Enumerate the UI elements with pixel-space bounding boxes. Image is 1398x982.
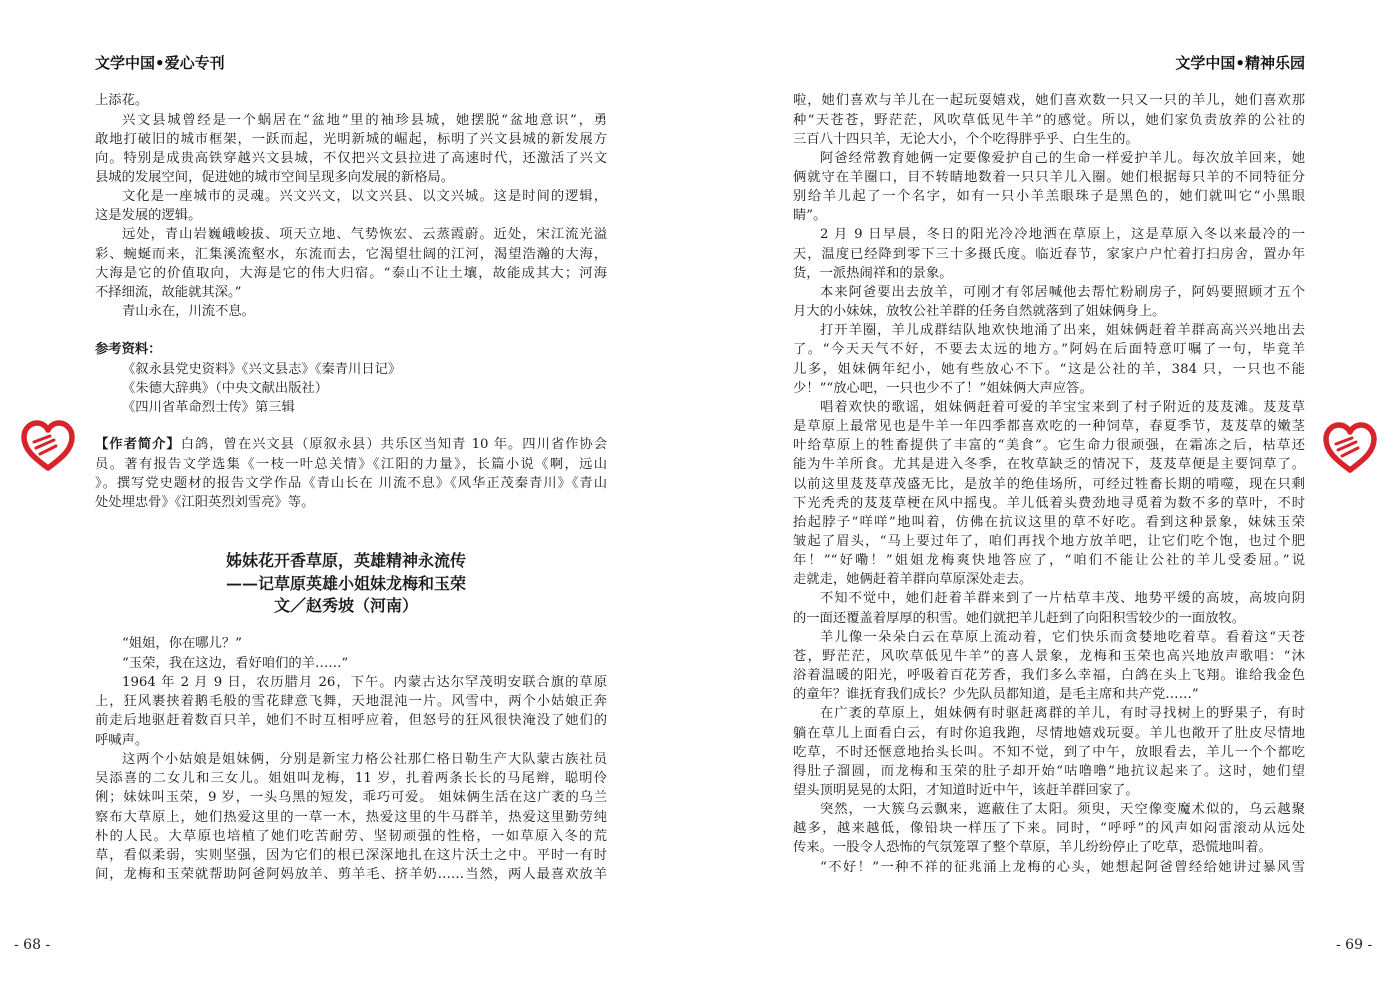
text-line: 上添花。 xyxy=(95,93,149,109)
text-line: 的一面还覆盖着厚厚的积雪。她们就把羊儿赶到了向阳积雪较少的一面放牧。 xyxy=(793,610,1246,626)
reference-item: 《朱德大辞典》（中央文献出版社） xyxy=(122,380,329,396)
text-line: 敢地打破旧的城市框架，一跃而起，光明新城的崛起，标明了兴文县城的新发展方 xyxy=(95,131,607,147)
text-line: 儿多，姐妹俩年纪小，她有些放心不下。“这是公社的羊，384 只，一只也不能 xyxy=(793,361,1305,377)
text-line: 处处埋忠骨》《江阳英烈刘雪亮》等。 xyxy=(95,494,315,510)
text-line: 远处，青山岩巍峨峻拔、项天立地、气势恢宏、云蒸霞蔚。近处，宋江流光溢 xyxy=(122,227,607,243)
text-line: 彩、蜿蜒而来，汇集溪流壑水，东流而去，它渴望壮阔的江河，渴望浩瀚的大海， xyxy=(95,246,607,262)
text-line: 这是发展的逻辑。 xyxy=(95,208,202,224)
text-line: 的童年？谁抚育我们成长？少先队员都知道，是毛主席和共产党……” xyxy=(793,687,1199,703)
text-line: 2 月 9 日早晨，冬日的阳光冷冷地洒在草原上，这是草原入冬以来最冷的一 xyxy=(820,227,1305,243)
text-line: 年！”“好嘞！”姐姐龙梅爽快地答应了，“咱们不能让公社的羊儿受委屈。”说 xyxy=(793,553,1305,569)
paragraph xyxy=(793,800,1305,857)
text-line: 唱着欢快的歌谣，姐妹俩赶着可爱的羊宝宝来到了村子附近的芨芨滩。芨芨草 xyxy=(820,399,1305,415)
text-line: 县城的发展空间，促进她的城市空间呈现多向发展的新格局。 xyxy=(95,170,455,186)
paragraph xyxy=(95,750,607,885)
article-body xyxy=(95,634,607,884)
text-line: 草，看似柔弱，实则坚强，因为它们的根已深深地扎在这片沃土之中。平时一有时 xyxy=(95,848,607,864)
paragraph xyxy=(793,225,1305,282)
paragraph xyxy=(95,225,607,302)
text-line: 呼喊声。 xyxy=(95,732,149,748)
paragraph xyxy=(793,858,1305,877)
text-line: 吃草，不时还惬意地抬头长叫。不知不觉，到了中午，放眼看去，羊儿一个个都吃 xyxy=(793,744,1305,760)
text-line: 1964 年 2 月 9 日，农历腊月 26，下午。内蒙古达尔罕茂明安联合旗的草原 xyxy=(122,674,607,690)
text-line: 不择细流，故能就其深。” xyxy=(95,284,242,300)
text-line: 得肚子溜圆，而龙梅和玉荣的肚子却开始“咕噜噜”地抗议起来了。这时，她们望 xyxy=(793,763,1305,779)
continued-text xyxy=(95,91,607,321)
text-line: 俐；妹妹叫玉荣，9 岁，一头乌黑的短发，乖巧可爱。 姐妹俩生活在这广袤的乌兰 xyxy=(95,790,607,806)
text-line: “姐姐，你在哪儿？” xyxy=(122,636,242,652)
text-line: 种“天苍苍，野茫茫，风吹草低见牛羊”的感觉。所以，她们家负责放养的公社的 xyxy=(793,112,1305,128)
text-line: 》。撰写党史题材的报告文学作品《青山长在 川流不息》《风华正茂秦青川》《青山 xyxy=(95,475,607,491)
text-line: 突然，一大簇乌云飘来，遮蔽住了太阳。须臾，天空像变魔术似的，乌云越聚 xyxy=(820,802,1305,818)
text-line: 察布大草原上，她们热爱这里的一草一木，热爱这里的牛马群羊，热爱这里勤劳纯 xyxy=(95,809,607,825)
text-line: 走就走，她俩赶着羊群向草原深处走去。 xyxy=(793,572,1033,588)
author-bio-label: 【作者简介】 xyxy=(95,437,181,453)
text-line: “不好！”一种不祥的征兆涌上龙梅的心头，她想起阿爸曾经给她讲过暴风雪 xyxy=(820,859,1305,875)
text-line: 以前这里芨芨草茂盛无比，是放羊的绝佳场所，可经过牲畜长期的啃噬，现在只剩 xyxy=(793,476,1305,492)
text-line: 传来。一股令人恐怖的气氛笼罩了整个草原，羊儿纷纷停止了吃草，恐慌地叫着。 xyxy=(793,840,1272,856)
paragraph xyxy=(793,283,1305,321)
heart-hand-icon xyxy=(20,418,76,474)
text-line: 了。“今天天气不好，不要去太远的地方。”阿妈在后面特意叮嘱了一句，毕竟羊 xyxy=(793,342,1305,358)
text-line: 下光秃秃的芨芨草梗在风中摇曳。羊儿低着头费劲地寻觅着为数不多的草叶，不时 xyxy=(793,495,1305,511)
text-line: 睛”。 xyxy=(793,208,827,224)
paragraph xyxy=(95,634,607,653)
text-line: 能为牛羊所食。尤其是进入冬季，在牧草缺乏的情况下，芨芨草便是主要饲草了。 xyxy=(793,457,1305,473)
right-page-header: 文学中国•精神乐园 xyxy=(1175,54,1305,72)
right-page-number: - 69 - xyxy=(1336,937,1373,953)
text-line: 朴的人民。大草原也培植了她们吃苦耐劳、坚韧顽强的性格，一如草原入冬的荒 xyxy=(95,828,607,844)
paragraph xyxy=(95,302,607,321)
text-line: 前走后地驱赶着数百只羊，她们不时互相呼应着，但怒号的狂风很快淹没了她们的 xyxy=(95,713,607,729)
paragraph xyxy=(793,398,1305,590)
article-body-continued xyxy=(793,91,1305,876)
text-line: 是草原上最常见也是牛羊一年四季都喜欢吃的一种饲草，春夏季节，芨芨草的嫩茎 xyxy=(793,419,1305,435)
paragraph xyxy=(95,187,607,225)
paragraph xyxy=(95,111,607,188)
paragraph xyxy=(793,704,1305,800)
text-line: 俩就守在羊圈口，目不转睛地数着一只只羊儿入圈。她们根据每只羊的不同特征分 xyxy=(793,170,1305,186)
heart-hand-icon xyxy=(1322,420,1378,476)
text-line: “玉荣，我在这边，看好咱们的羊……” xyxy=(122,655,349,671)
text-line: 苍，野茫茫，风吹草低见牛羊”的喜人景象，龙梅和玉荣也高兴地放声歌唱：“沐 xyxy=(793,648,1305,664)
author-bio-text: 白鸽，曾在兴文县（原叙永县）共乐区当知青 10 年。四川省作协会 xyxy=(180,437,607,453)
references-section xyxy=(95,340,607,417)
text-line: 打开羊圈，羊儿成群结队地欢快地涌了出来，姐妹俩赶着羊群高高兴兴地出去 xyxy=(820,323,1305,339)
text-line: 青山永在，川流不息。 xyxy=(122,304,255,320)
text-line: 羊儿像一朵朵白云在草原上流动着，它们快乐而贪婪地吃着草。看着这“天苍 xyxy=(820,629,1305,645)
text-line xyxy=(95,435,607,454)
text-line: 货，一派热闹祥和的景象。 xyxy=(793,265,953,281)
article-subtitle: ——记草原英雄小姐妹龙梅和玉荣 xyxy=(225,573,466,593)
paragraph xyxy=(793,91,1305,148)
author-bio xyxy=(95,435,607,512)
article-heading xyxy=(95,550,597,618)
article-byline: 文／赵秀坡（河南） xyxy=(273,596,418,615)
text-line: 文化是一座城市的灵魂。兴文兴文，以文兴县、以文兴城。这是时间的逻辑， xyxy=(122,189,607,205)
paragraph xyxy=(793,628,1305,705)
text-line: 不知不觉中，她们赶着羊群来到了一片枯草丰茂、地势平缓的高坡，高坡向阴 xyxy=(820,591,1305,607)
paragraph xyxy=(95,654,607,673)
text-line: 叶给草原上的牲畜提供了丰富的“美食”。它生命力很顽强，在霜冻之后，枯草还 xyxy=(793,438,1305,454)
paragraph xyxy=(793,589,1305,627)
text-line: 阿爸经常教育她俩一定要像爱护自己的生命一样爱护羊儿。每次放羊回来，她 xyxy=(820,150,1305,166)
paragraph xyxy=(95,91,607,110)
text-line: 三百八十四只羊，无论大小，个个吃得胖乎乎、白生生的。 xyxy=(793,131,1139,147)
text-line: 这两个小姑娘是姐妹俩，分别是新宝力格公社那仁格日勒生产大队蒙古族社员 xyxy=(122,751,607,767)
text-line: 员。著有报告文学选集《一枝一叶总关情》《江阳的力量》，长篇小说《啊，远山 xyxy=(95,456,607,472)
text-line: 本来阿爸要出去放羊，可刚才有邻居喊他去帮忙粉刷房子，阿妈要照顾才五个 xyxy=(820,284,1305,300)
text-line: 望头顶明晃晃的太阳，才知道时近中午，该赶羊群回家了。 xyxy=(793,783,1139,799)
paragraph xyxy=(793,321,1305,398)
reference-item: 《叙永县党史资料》《兴文县志》《秦青川日记》 xyxy=(122,361,402,377)
text-line: 皱起了眉头，“马上要过年了，咱们再找个地方放羊吧，让它们吃个饱，也过个肥 xyxy=(793,533,1305,549)
text-line: 啦，她们喜欢与羊儿在一起玩耍嬉戏，她们喜欢数一只又一只的羊儿，她们喜欢那 xyxy=(793,93,1305,109)
text-line: 抬起脖子“咩咩”地叫着，仿佛在抗议这里的草不好吃。看到这种景象，妹妹玉荣 xyxy=(793,514,1305,530)
text-line: 吴添喜的二女儿和三女儿。姐姐叫龙梅，11 岁，扎着两条长长的马尾辫，聪明伶 xyxy=(95,771,607,787)
article-title: 姊妹花开香草原，英雄精神永流传 xyxy=(225,551,466,570)
reference-item: 《四川省革命烈士传》第三辑 xyxy=(122,399,295,415)
text-line: 大海是它的价值取向，大海是它的伟大归宿。“泰山不让土壤，故能成其大；河海 xyxy=(95,265,607,281)
text-line: 浴着温暖的阳光，呼吸着百花芳香，我们多么幸福，白鸽在头上飞翔。谁给我金色 xyxy=(793,668,1305,684)
references-heading: 参考资料： xyxy=(95,342,162,358)
text-line: 别给羊儿起了一个名字，如有一只小羊羔眼珠子是黑色的，她们就叫它“小黑眼 xyxy=(793,189,1305,205)
text-line: 向。特别是成贵高铁穿越兴文县城，不仅把兴文县拉进了高速时代，还激活了兴文 xyxy=(95,150,607,166)
text-line: 月大的小妹妹，放牧公社羊群的任务自然就落到了姐妹俩身上。 xyxy=(793,304,1166,320)
paragraph xyxy=(95,673,607,750)
text-line: 天，温度已经降到零下三十多摄氏度。临近春节，家家户户忙着打扫房舍，置办年 xyxy=(793,246,1305,262)
left-page-header: 文学中国•爱心专刊 xyxy=(95,54,225,72)
text-line: 少！”“放心吧，一只也少不了！”姐妹俩大声应答。 xyxy=(793,380,1093,396)
text-line: 间，龙梅和玉荣就帮助阿爸阿妈放羊、剪羊毛、挤羊奶……当然，两人最喜欢放羊 xyxy=(95,867,607,883)
text-line: 上，狂风裹挟着鹅毛般的雪花肆意飞舞，天地混沌一片。风雪中，两个小姑娘正奔 xyxy=(95,694,607,710)
text-line: 躺在草儿上面看白云，有时你追我跑，尽情地嬉戏玩耍。羊儿也敞开了肚皮尽情地 xyxy=(793,725,1305,741)
text-line: 在广袤的草原上，姐妹俩有时驱赶离群的羊儿，有时寻找树上的野果子，有时 xyxy=(820,706,1305,722)
left-page-number: - 68 - xyxy=(14,937,51,953)
text-line: 越多，越来越低，像铅块一样压了下来。同时，“呼呼”的风声如闷雷滚动从远处 xyxy=(793,821,1305,837)
paragraph xyxy=(793,149,1305,226)
text-line: 兴文县城曾经是一个蜗居在“盆地”里的袖珍县城，她摆脱“盆地意识”，勇 xyxy=(122,112,607,128)
